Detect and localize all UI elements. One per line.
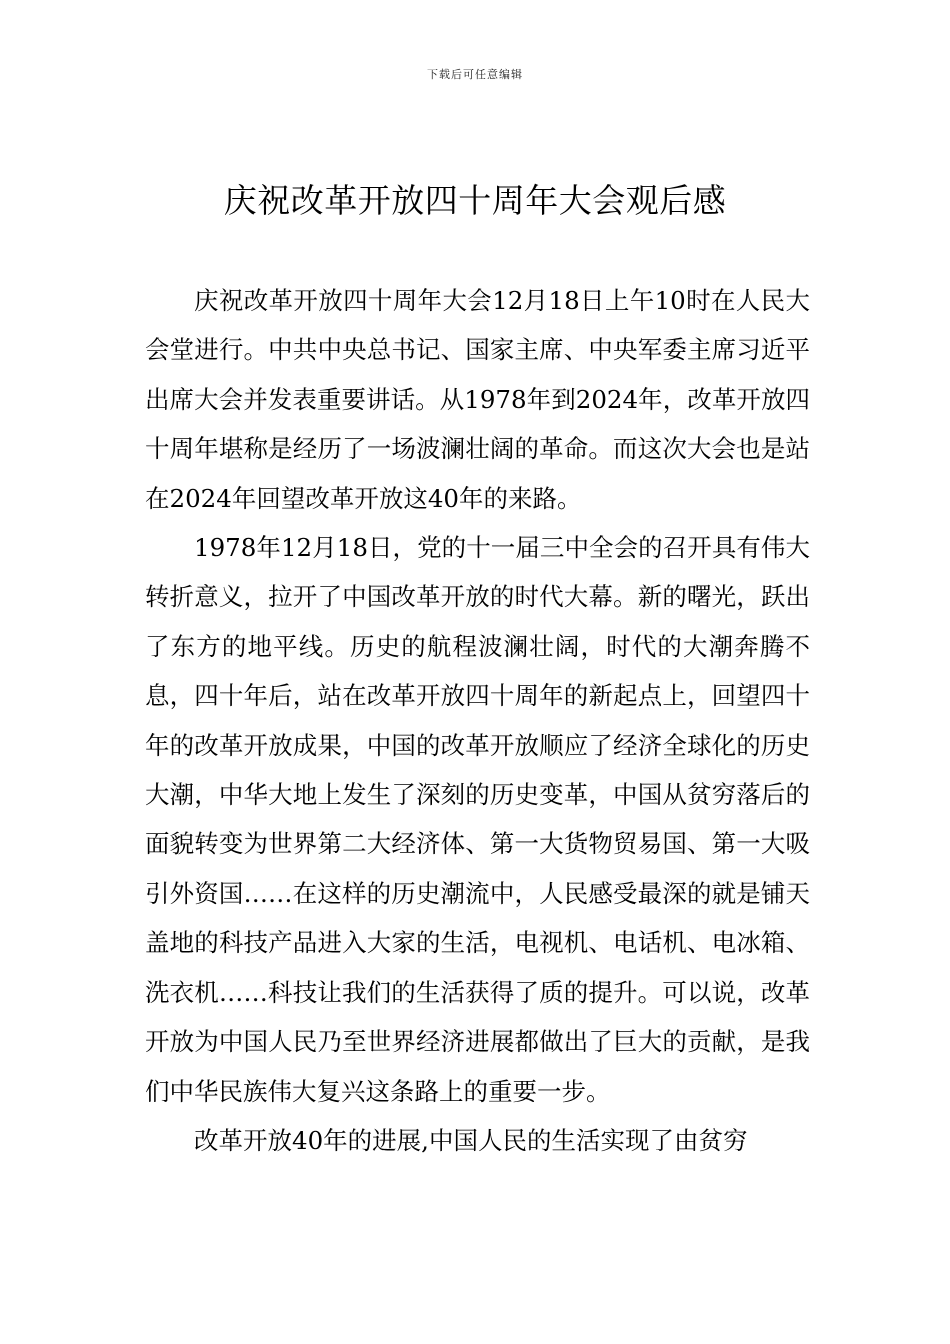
document-title: 庆祝改革开放四十周年大会观后感 bbox=[223, 181, 727, 220]
paragraph-3: 改革开放40年的进展,中国人民的生活实现了由贫穷 bbox=[194, 1125, 748, 1155]
paragraph-2: 1978年12月18日，党的十一届三中全会的召开具有伟大转折意义，拉开了中国改革开放的时代大幕。新的曙光，跃出了东方的地平线。历史的航程波澜壮阔，时代的大潮奔腾不息，四十年后，站在改革开放四十周年的新起点上，回望四十年的改革开放成果，中国的改革开放顺应了经济全球化的历史大潮，中华大地上发生了深刻的历史变革，中国从贫穷落后的面貌转变为世界第二大经济体、第一大货物贸易国、第一大吸引外资国……在这样的历史潮流中，人民感受最深的就是铺天盖地的科技产品进入大家的生活，电视机、电话机、电冰箱、洗衣机……科技让我们的生活获得了质的提升。可以说，改革开放为中国人民乃至世界经济进展都做出了巨大的贡献，是我们中华民族伟大复兴这条路上的重要一步。 bbox=[145, 533, 810, 1106]
paragraph-1: 庆祝改革开放四十周年大会12月18日上午10时在人民大会堂进行。中共中央总书记、国家主席、中央军委主席习近平出席大会并发表重要讲话。从1978年到2024年，改革开放四十周年堪称是经历了一场波澜壮阔的革命。而这次大会也是站在2024年回望改革开放这40年的来路。 bbox=[145, 286, 810, 513]
document-body bbox=[145, 276, 810, 1165]
header-note: 下载后可任意编辑 bbox=[427, 68, 523, 81]
